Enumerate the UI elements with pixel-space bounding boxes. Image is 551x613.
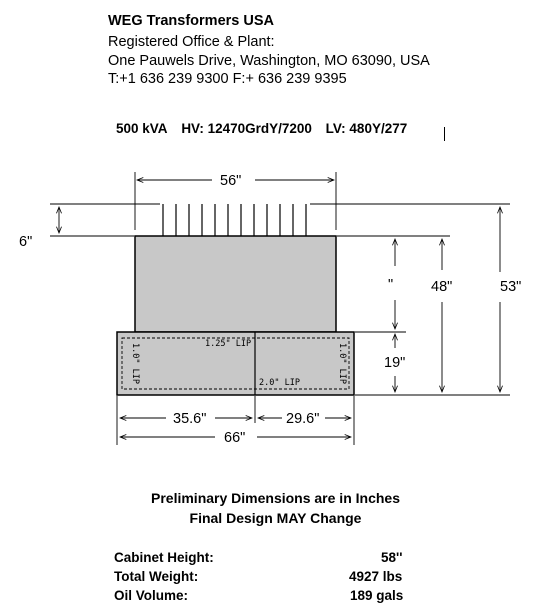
lip-top-label: 1.25" LIP	[205, 339, 252, 349]
dim-overall-height-label: 53"	[500, 279, 522, 295]
dim-base-height-label: 19"	[384, 355, 406, 371]
note-final-design: Final Design MAY Change	[189, 510, 362, 526]
spec-total-weight-label: Total Weight:	[114, 569, 199, 584]
spec-total-weight-value: 4927 lbs	[349, 569, 403, 584]
spec-cabinet-height-value: 58''	[381, 550, 403, 565]
bushings	[163, 204, 306, 236]
address: One Pauwels Drive, Washington, MO 63090, USA	[108, 53, 430, 69]
dim-tank-height	[337, 236, 406, 332]
rating-lv: LV: 480Y/277	[325, 121, 408, 136]
office-label: Registered Office & Plant:	[108, 34, 275, 50]
spec-cabinet-height-label: Cabinet Height:	[114, 550, 214, 565]
dim-48-label: 48"	[431, 279, 453, 295]
company-name: WEG Transformers USA	[108, 13, 274, 29]
dim-tank-height-label: "	[388, 277, 394, 293]
dim-bushing-height-label: 6"	[19, 234, 33, 250]
dim-base-width-label: 66"	[224, 430, 246, 446]
tank-body	[135, 236, 336, 332]
dim-bushing-height	[50, 204, 160, 236]
lip-bottom-label: 2.0" LIP	[259, 378, 300, 388]
dim-base-left-value: 35.6"	[173, 411, 207, 427]
lip-left-label: 1.0" LIP	[130, 343, 140, 384]
lip-right-label: 1.0" LIP	[337, 343, 347, 384]
dim-top-width-label: 56"	[220, 173, 242, 189]
spec-oil-volume-label: Oil Volume:	[114, 588, 189, 603]
note-preliminary: Preliminary Dimensions are in Inches	[151, 490, 400, 506]
rating-hv: HV: 12470GrdY/7200	[181, 121, 312, 136]
dim-base-right-label: 29.6"	[286, 411, 320, 427]
contact-numbers: T:+1 636 239 9300 F:+ 636 239 9395	[108, 71, 347, 87]
spec-oil-volume-value: 189 gals	[350, 588, 404, 603]
rating-kva: 500 kVA	[116, 121, 168, 136]
